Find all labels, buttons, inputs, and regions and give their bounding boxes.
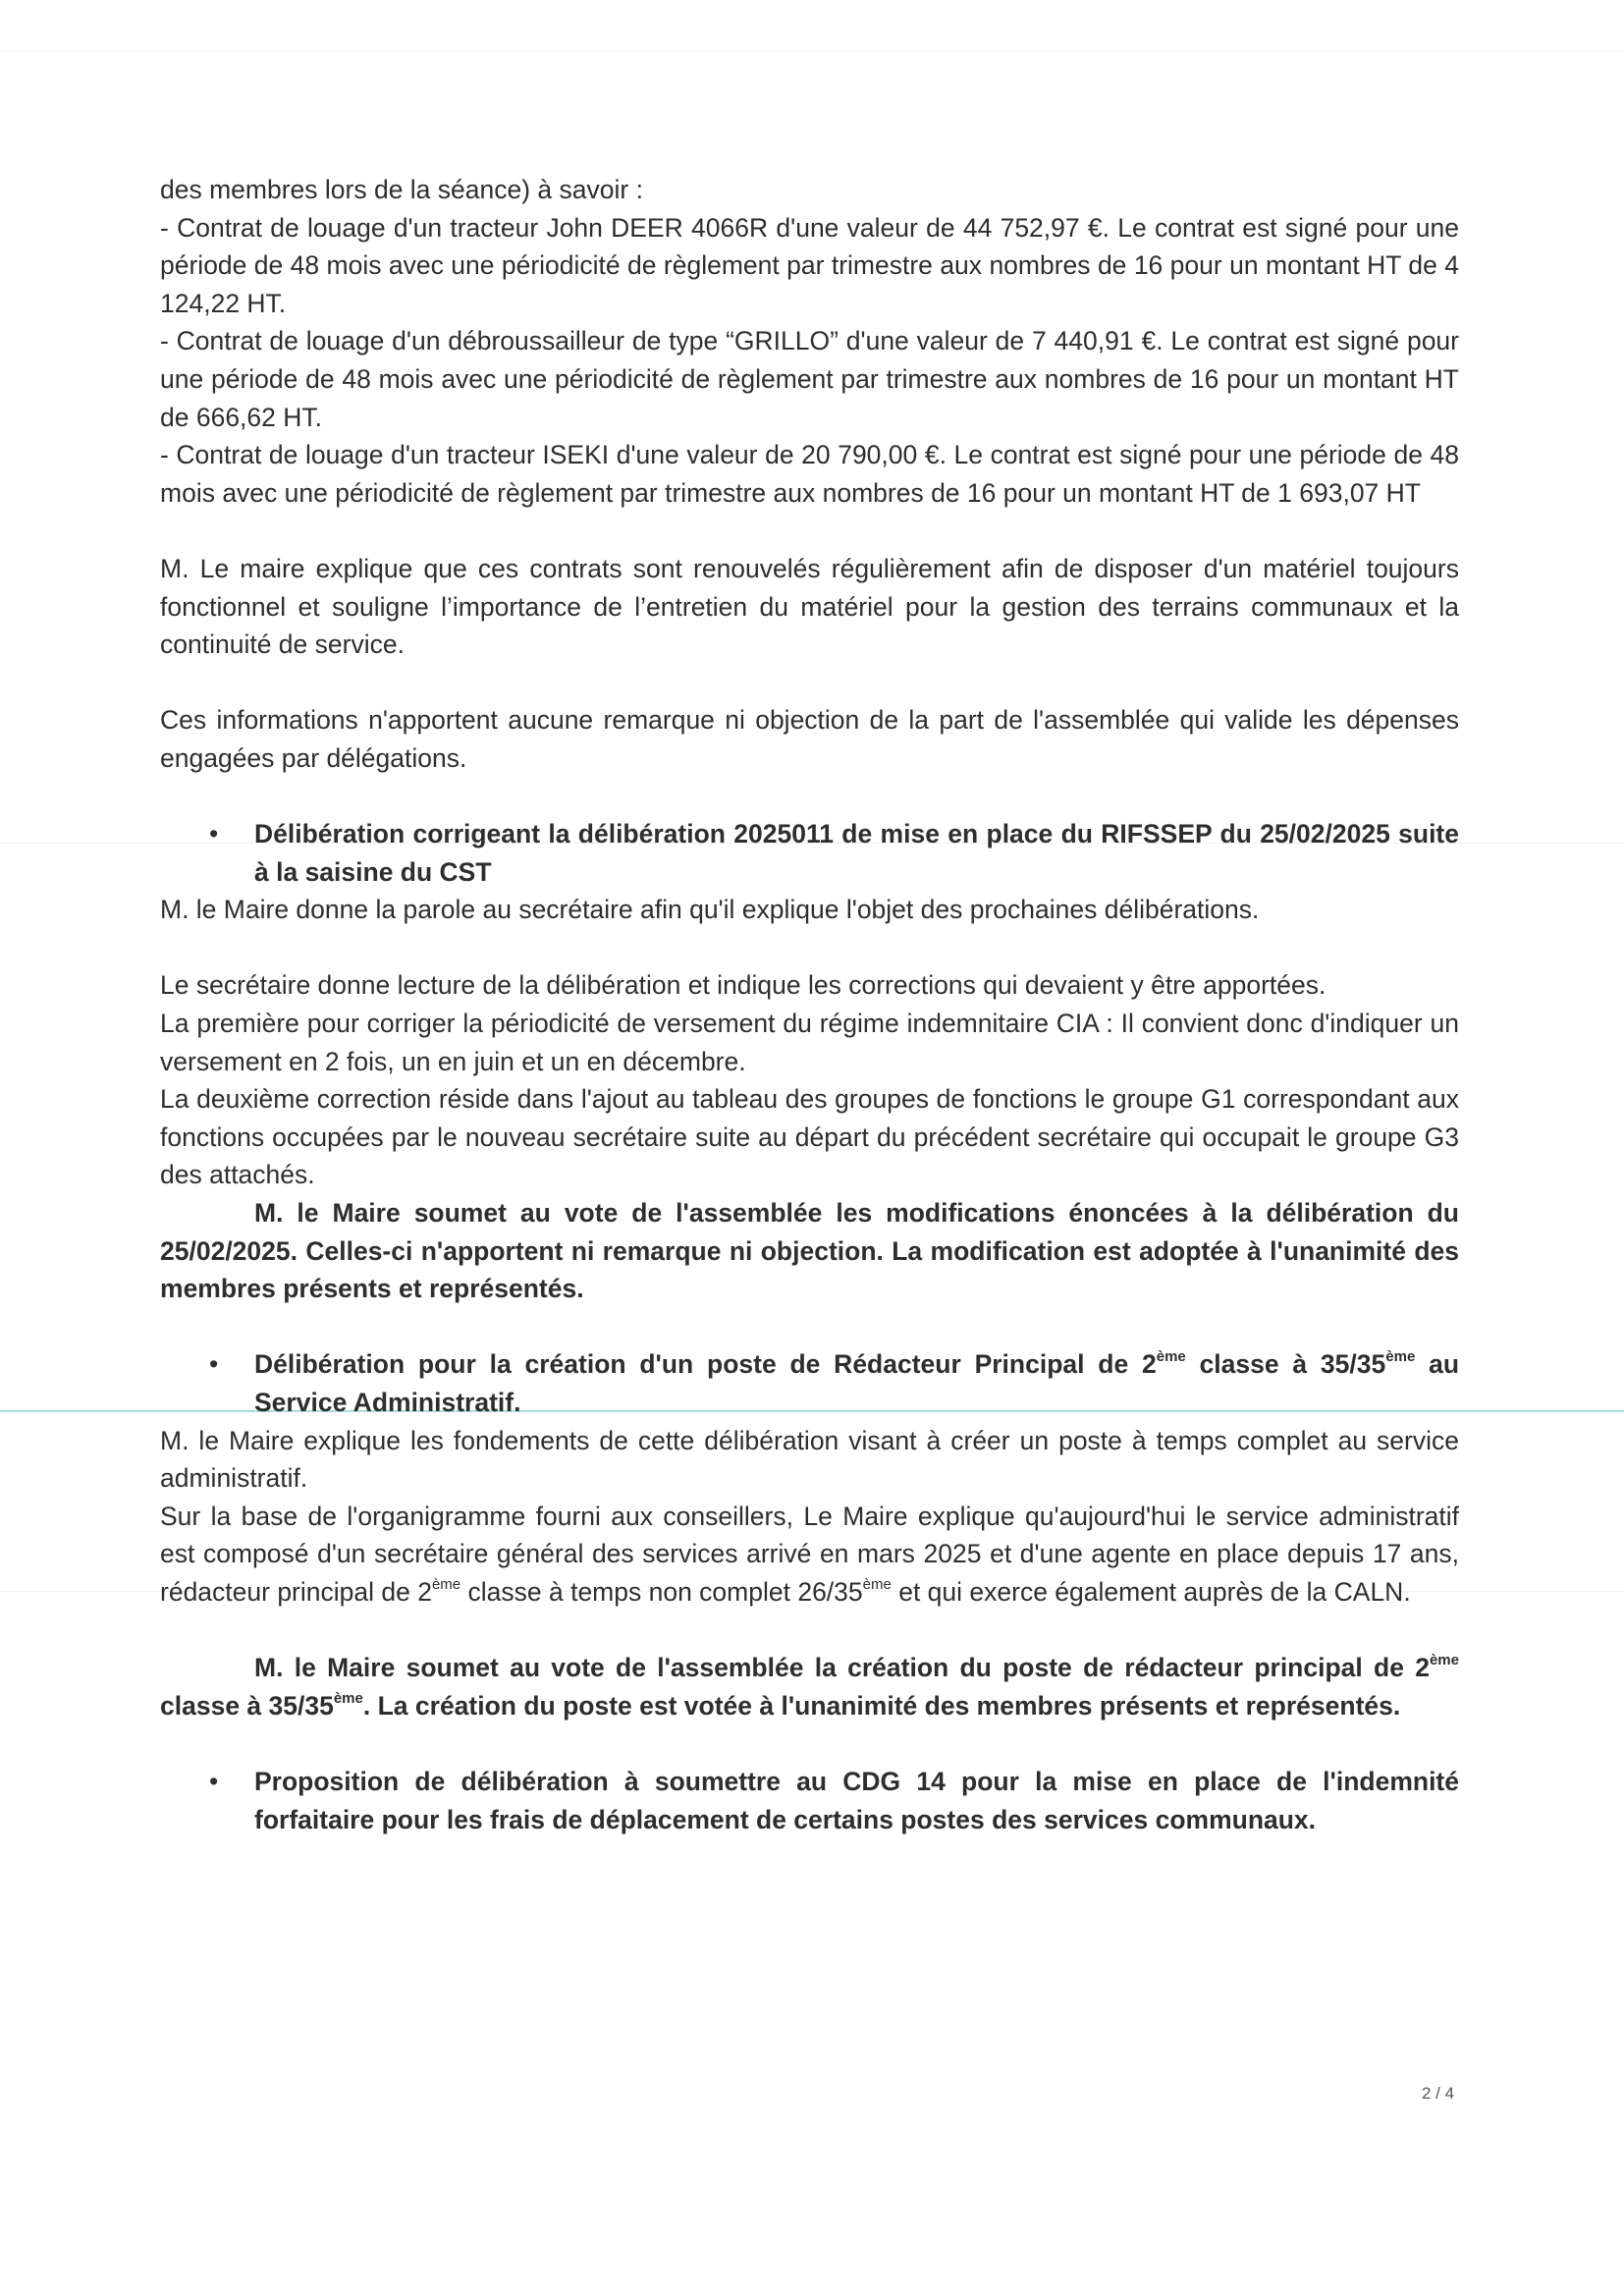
bullet-icon: • bbox=[209, 1766, 219, 1796]
section-heading-text: Délibération corrigeant la délibération 2025011 de mise en place du RIFSSEP du 25/02/2025 suite à la saisine du CST bbox=[254, 819, 1459, 887]
informations-paragraph: Ces informations n'apportent aucune remarque ni objection de la part de l'assemblée qui valide les dépenses engagées par délégations. bbox=[160, 705, 1459, 773]
premiere-correction-paragraph: La première pour corriger la périodicité de versement du régime indemnitaire CIA : Il convient donc d'indiquer un versement en 2 fois, un en juin et un en décembre. bbox=[160, 1009, 1459, 1076]
bullet-icon: • bbox=[209, 1349, 219, 1380]
fondements-paragraph: M. le Maire explique les fondements de cette délibération visant à créer un poste à temps complet au service administratif. bbox=[160, 1425, 1459, 1494]
maire-explanation-paragraph: M. Le maire explique que ces contrats sont renouvelés régulièrement afin de disposer d'un matériel toujours fonctionnel et souligne l’importance de l’entretien du matériel pour la gestion des terrains communaux et la continuité de service. bbox=[160, 553, 1459, 660]
contract-item-tracteur-iseki: - Contrat de louage d'un tracteur ISEKI d'une valeur de 20 790,00 €. Le contrat est signé pour une période de 48 mois avec une périodicité de règlement par trimestre aux nombres de 16 pour un montant HT de 1 693,07 HT bbox=[160, 440, 1459, 508]
contract-item-tracteur-john-deer: - Contrat de louage d'un tracteur John DEER 4066R d'une valeur de 44 752,97 €. Le contrat est signé pour une période de 48 mois avec une périodicité de règlement par trimestre aux nombres de 16 pour un montant HT de 4 124,22 HT. bbox=[160, 212, 1459, 318]
page-number: 2 / 4 bbox=[1422, 2084, 1455, 2103]
secretaire-lecture-paragraph: Le secrétaire donne lecture de la délibération et indique les corrections qui devaient y être apportées. bbox=[160, 970, 1326, 1001]
section-heading-indemnite bbox=[160, 1763, 1459, 1838]
intro-line: des membres lors de la séance) à savoir : bbox=[160, 175, 643, 204]
contract-item-debroussailleur: - Contrat de louage d'un débroussailleur de type “GRILLO” d'une valeur de 7 440,91 €. Le contrat est signé pour une période de 48 mois avec une périodicité de règlement par trimestre aux nombres de 16 pour un montant HT de 666,62 HT. bbox=[160, 326, 1459, 432]
section-heading-text: Proposition de délibération à soumettre au CDG 14 pour la mise en place de l'indemnité forfaitaire pour les frais de déplacement de certains postes des services communaux. bbox=[254, 1766, 1459, 1834]
vote-redacteur-paragraph: M. le Maire soumet au vote de l'assemblée la création du poste de rédacteur principal de 2ème classe à 35/35ème. La création du poste est votée à l'unanimité des membres présents et représentés. bbox=[160, 1652, 1459, 1721]
maire-parole-paragraph: M. le Maire donne la parole au secrétaire afin qu'il explique l'objet des prochaines délibérations. bbox=[160, 895, 1260, 925]
scan-line-top bbox=[0, 51, 1624, 52]
section-heading-text: Délibération pour la création d'un poste de Rédacteur Principal de 2ème classe à 35/35ème au Service Administratif. bbox=[254, 1348, 1460, 1417]
organigramme-paragraph: Sur la base de l'organigramme fourni aux conseillers, Le Maire explique qu'aujourd'hui le service administratif est composé d'un secrétaire général des services arrivé en mars 2025 et d'une agente en place depuis 17 ans, rédacteur principal de 2ème classe à temps non complet 26/35ème et qui exerce également auprès de la CALN. bbox=[160, 1501, 1459, 1607]
vote-rifssep-paragraph: M. le Maire soumet au vote de l'assemblée les modifications énoncées à la délibération du 25/02/2025. Celles-ci n'apportent ni remarque ni objection. La modification est adoptée à l'unanimité des membres présents et représentés. bbox=[160, 1198, 1459, 1304]
deuxieme-correction-paragraph: La deuxième correction réside dans l'ajout au tableau des groupes de fonctions le groupe G1 correspondant aux fonctions occupées par le nouveau secrétaire suite au départ du précédent secrétaire qui occupait le groupe G3 des attachés. bbox=[160, 1084, 1459, 1190]
document-page bbox=[160, 171, 1459, 1838]
section-heading-redacteur bbox=[160, 1345, 1459, 1421]
section-heading-rifssep bbox=[160, 815, 1459, 891]
bullet-icon: • bbox=[209, 819, 219, 849]
